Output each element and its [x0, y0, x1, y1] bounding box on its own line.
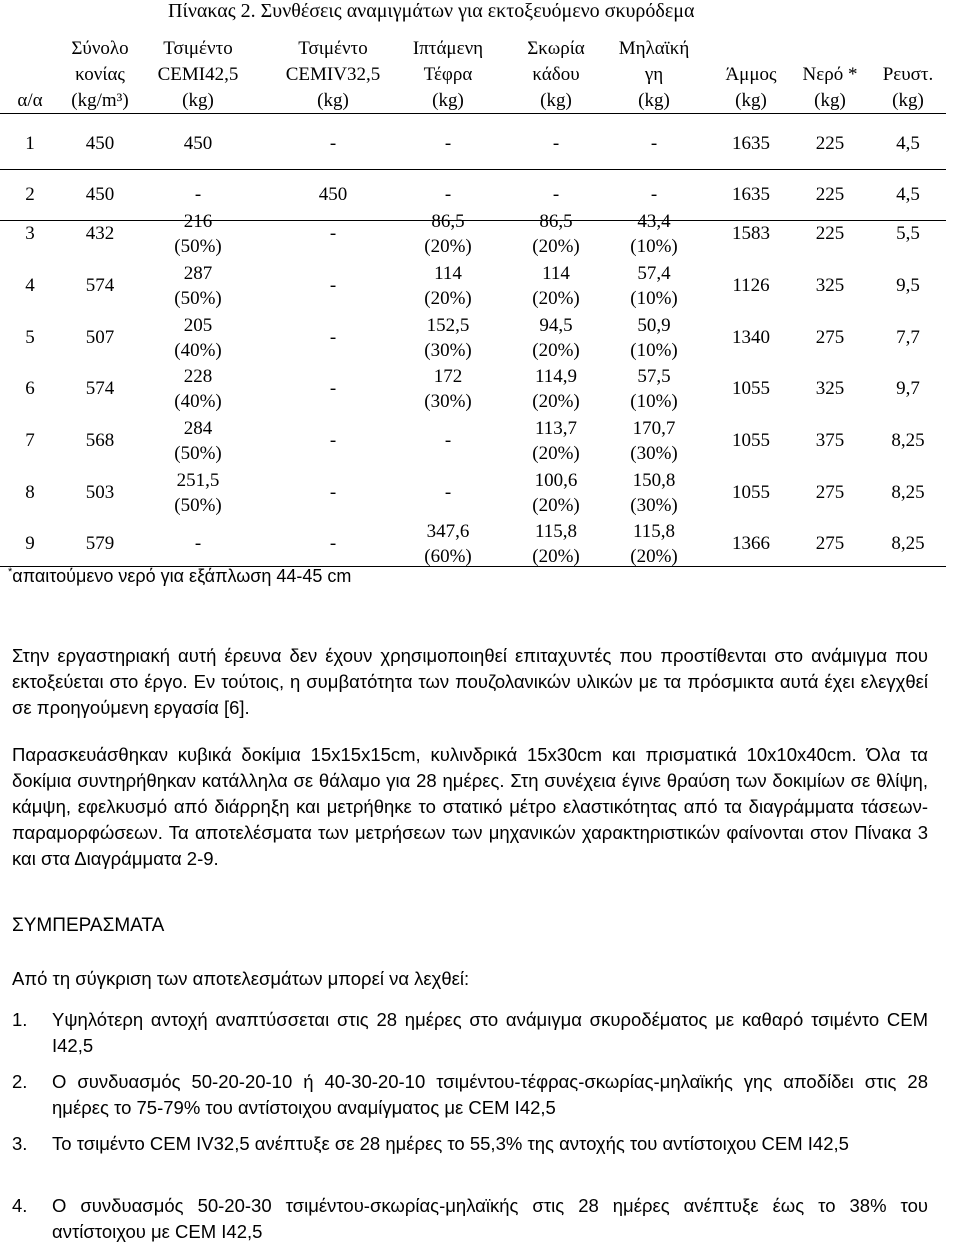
- cell-value: 57,5: [637, 366, 671, 387]
- cell-value: 150,8: [632, 470, 676, 491]
- table-cell: [138, 313, 258, 363]
- cell-value: 115,8: [534, 521, 578, 542]
- cell-percent: (50%): [174, 443, 222, 464]
- cell-percent: (30%): [424, 391, 472, 412]
- table-cell: -: [329, 223, 337, 244]
- table-cell: 1055: [732, 430, 770, 451]
- column-header-line: κονίας: [75, 64, 125, 85]
- cell-value: 114: [542, 263, 570, 284]
- conclusion-item: [12, 1069, 928, 1121]
- table-cell: 8,25: [891, 430, 925, 451]
- column-header-line: (kg): [638, 90, 670, 111]
- cell-percent: (10%): [630, 236, 678, 257]
- cell-value: 287: [183, 263, 213, 284]
- cell-value: 347,6: [426, 521, 470, 542]
- table-cell: 450: [318, 184, 348, 205]
- table-cell: [138, 416, 258, 466]
- cell-percent: (50%): [174, 288, 222, 309]
- cell-percent: (20%): [532, 443, 580, 464]
- table-cell: 507: [85, 327, 115, 348]
- column-header-line: CEMI42,5: [157, 64, 239, 85]
- paragraph-2: Παρασκευάσθηκαν κυβικά δοκίμια 15x15x15cm, κυλινδρικά 15x30cm και πρισματικά 10x10x40cm. Όλα τα δοκίμια συντηρήθηκαν κατάλληλα σε θάλαμο για 28 ημέρες. Στη συνέχεια έγινε θραύση των δοκιμίων σε θλίψη, κάμψη, εφελκυσμό από διάρρηξη και μετρήθηκε το στατικό μέτρο ελαστικότητας από τα διαγράμματα τάσεων-παραμορφώσεων. Τα αποτελέσματα των μετρήσεων των μηχανικών χαρακτηριστικών φαίνονται στον Πίνακα 3 και στα Διαγράμματα 2-9.: [12, 744, 928, 869]
- row-rule: [0, 169, 946, 170]
- table-cell: 4,5: [896, 184, 920, 205]
- table-cell: 225: [815, 133, 845, 154]
- table-cell: -: [329, 430, 337, 451]
- table-cell: 6: [25, 378, 35, 399]
- cell-percent: (40%): [174, 391, 222, 412]
- table-cell: -: [444, 184, 452, 205]
- conclusions-intro: Από τη σύγκριση των αποτελεσμάτων μπορεί να λεχθεί:: [12, 968, 470, 989]
- table-cell: 574: [85, 275, 115, 296]
- table-cell: 1: [25, 133, 35, 154]
- table-cell: 225: [815, 223, 845, 244]
- table-cell: -: [194, 533, 202, 554]
- cell-value: 172: [433, 366, 463, 387]
- table-cell: [388, 364, 508, 414]
- column-header-line: Τέφρα: [423, 64, 473, 85]
- table-cell: -: [194, 184, 202, 205]
- table-cell: 1055: [732, 378, 770, 399]
- table-cell: 1340: [732, 327, 770, 348]
- table-cell: [388, 261, 508, 311]
- column-header-line: (kg): [892, 90, 924, 111]
- table-cell: [388, 519, 508, 569]
- table-cell: 432: [85, 223, 115, 244]
- cell-percent: (20%): [424, 236, 472, 257]
- table-cell: -: [329, 275, 337, 296]
- table-cell: -: [444, 133, 452, 154]
- cell-value: 205: [183, 315, 213, 336]
- conclusion-text: Το τσιμέντο CEM IV32,5 ανέπτυξε σε 28 ημέρες το 55,3% της αντοχής του αντίστοιχου CEM I42,5: [52, 1133, 849, 1154]
- cell-value: 94,5: [539, 315, 573, 336]
- column-header-line: (kg/m³): [71, 90, 129, 111]
- header-rule: [0, 113, 946, 114]
- table-cell: 1366: [732, 533, 770, 554]
- cell-percent: (20%): [532, 495, 580, 516]
- column-header-line: Τσιμέντο: [163, 38, 233, 59]
- conclusion-item: [12, 1131, 928, 1157]
- table-cell: 9,7: [896, 378, 920, 399]
- cell-value: 100,6: [534, 470, 578, 491]
- cell-percent: (30%): [630, 443, 678, 464]
- table-cell: 7,7: [896, 327, 920, 348]
- conclusion-number: 4.: [12, 1195, 28, 1216]
- table-cell: 1126: [732, 275, 770, 296]
- conclusion-text: Ο συνδυασμός 50-20-20-10 ή 40-30-20-10 τσιμέντου-τέφρας-σκωρίας-μηλαϊκής γης αποδίδει στις 28 ημέρες το 75-79% του αντίστοιχου αναμίγματος με CEM I42,5: [52, 1071, 928, 1118]
- table-cell: 1583: [732, 223, 770, 244]
- table-cell: 9,5: [896, 275, 920, 296]
- cell-value: 50,9: [637, 315, 671, 336]
- cell-percent: (20%): [532, 288, 580, 309]
- table-cell: 5: [25, 327, 35, 348]
- table-cell: 2: [25, 184, 35, 205]
- cell-percent: (20%): [424, 288, 472, 309]
- cell-value: 43,4: [637, 211, 671, 232]
- column-header-line: (kg): [182, 90, 214, 111]
- cell-percent: (10%): [630, 340, 678, 361]
- cell-percent: (20%): [630, 546, 678, 567]
- cell-value: 57,4: [637, 263, 671, 284]
- column-header-line: [838, 36, 960, 62]
- table-cell: 574: [85, 378, 115, 399]
- table-cell: [138, 468, 258, 518]
- column-header-line: (kg): [814, 90, 846, 111]
- column-header-line: (kg): [540, 90, 572, 111]
- table-cell: 503: [85, 482, 115, 503]
- table-cell: 450: [85, 133, 115, 154]
- table-cell: [388, 313, 508, 363]
- table-cell: -: [444, 430, 452, 451]
- table-cell: 450: [183, 133, 213, 154]
- cell-value: 216: [183, 211, 213, 232]
- conclusion-item: [12, 1007, 928, 1059]
- cell-percent: (20%): [532, 391, 580, 412]
- cell-percent: (60%): [424, 546, 472, 567]
- cell-percent: (30%): [424, 340, 472, 361]
- table-cell: -: [329, 482, 337, 503]
- cell-percent: (20%): [532, 546, 580, 567]
- table-caption: Πίνακας 2. Συνθέσεις αναμιγμάτων για εκτοξευόμενο σκυρόδεμα: [168, 0, 695, 22]
- table-cell: -: [552, 184, 560, 205]
- conclusion-number: 1.: [12, 1009, 28, 1030]
- column-header-line: Σκωρία: [527, 38, 585, 59]
- column-header-line: CEMIV32,5: [285, 64, 381, 85]
- column-header-line: (kg): [735, 90, 767, 111]
- column-header-3: [128, 36, 268, 114]
- table-cell: -: [650, 133, 658, 154]
- table-cell: 3: [25, 223, 35, 244]
- table-cell: 4: [25, 275, 35, 296]
- table-cell: 7: [25, 430, 35, 451]
- column-header-line: Ρευστ.: [882, 64, 934, 85]
- cell-value: 113,7: [534, 418, 578, 439]
- cell-percent: (20%): [532, 236, 580, 257]
- table-cell: -: [552, 133, 560, 154]
- table-cell: 325: [815, 275, 845, 296]
- table-cell: 4,5: [896, 133, 920, 154]
- column-header-line: Ιπτάμενη: [412, 38, 484, 59]
- cell-value: 228: [183, 366, 213, 387]
- cell-percent: (50%): [174, 495, 222, 516]
- cell-value: 86,5: [539, 211, 573, 232]
- column-header-line: (kg): [317, 90, 349, 111]
- table-cell: 225: [815, 184, 845, 205]
- table-cell: 8,25: [891, 533, 925, 554]
- table-cell: 5,5: [896, 223, 920, 244]
- table-cell: 9: [25, 533, 35, 554]
- column-header-line: Μηλαϊκή: [618, 38, 690, 59]
- cell-percent: (20%): [532, 340, 580, 361]
- cell-percent: (10%): [630, 391, 678, 412]
- column-header-line: γη: [644, 64, 664, 85]
- column-header-line: (kg): [432, 90, 464, 111]
- cell-value: 115,8: [632, 521, 676, 542]
- table-cell: -: [329, 378, 337, 399]
- conclusion-number: 2.: [12, 1071, 28, 1092]
- paragraph-1: Στην εργαστηριακή αυτή έρευνα δεν έχουν χρησιμοποιηθεί επιταχυντές που προστίθενται στο ανάμιγμα που εκτοξεύεται στο έργο. Εν τούτοις, η συμβατότητα των πουζολανικών υλικών με τα πρόσμικτα αυτά έχει ελεγχθεί σε προηγούμενη εργασία [6].: [12, 645, 928, 718]
- table-cell: 325: [815, 378, 845, 399]
- cell-value: 86,5: [431, 211, 465, 232]
- table-cell: 275: [815, 327, 845, 348]
- table-cell: 1635: [732, 133, 770, 154]
- table-cell: -: [329, 133, 337, 154]
- conclusion-item: [12, 1193, 928, 1245]
- column-header-line: Τσιμέντο: [298, 38, 368, 59]
- column-header-line: κάδου: [532, 64, 580, 85]
- table-cell: -: [329, 327, 337, 348]
- cell-value: 170,7: [632, 418, 676, 439]
- table-cell: 375: [815, 430, 845, 451]
- table-cell: 275: [815, 482, 845, 503]
- column-header-line: Νερό *: [802, 64, 858, 85]
- table-cell: [138, 261, 258, 311]
- table-cell: [388, 209, 508, 259]
- table-footnote: *απαιτούμενο νερό για εξάπλωση 44-45 cm: [8, 566, 352, 586]
- table-cell: 1055: [732, 482, 770, 503]
- table-cell: 275: [815, 533, 845, 554]
- conclusions-heading: ΣΥΜΠΕΡΑΣΜΑΤΑ: [12, 915, 165, 936]
- table-cell: [138, 209, 258, 259]
- column-header-line: Σύνολο: [71, 38, 129, 59]
- cell-percent: (40%): [174, 340, 222, 361]
- table-cell: 8,25: [891, 482, 925, 503]
- table-cell: 8: [25, 482, 35, 503]
- conclusion-text: Υψηλότερη αντοχή αναπτύσσεται στις 28 ημέρες στο ανάμιγμα σκυροδέματος με καθαρό τσιμέντο CEM I42,5: [52, 1009, 928, 1056]
- column-header-line: α/α: [17, 90, 43, 111]
- cell-percent: (30%): [630, 495, 678, 516]
- table-cell: [138, 364, 258, 414]
- table-cell: 450: [85, 184, 115, 205]
- conclusion-number: 3.: [12, 1133, 28, 1154]
- cell-value: 114: [434, 263, 462, 284]
- cell-value: 152,5: [426, 315, 470, 336]
- column-header-line: Άμμος: [725, 64, 777, 85]
- cell-value: 114,9: [534, 366, 578, 387]
- table-cell: 579: [85, 533, 115, 554]
- table-cell: -: [329, 533, 337, 554]
- column-header-10: [838, 36, 960, 114]
- cell-value: 251,5: [176, 470, 220, 491]
- table-cell: -: [650, 184, 658, 205]
- table-cell: 1635: [732, 184, 770, 205]
- table-cell: 568: [85, 430, 115, 451]
- conclusion-text: Ο συνδυασμός 50-20-30 τσιμέντου-σκωρίας-μηλαϊκής στις 28 ημέρες ανέπτυξε έως το 38% του αντίστοιχου με CEM I42,5: [52, 1195, 928, 1242]
- cell-percent: (10%): [630, 288, 678, 309]
- cell-percent: (50%): [174, 236, 222, 257]
- table-cell: -: [444, 482, 452, 503]
- cell-value: 284: [183, 418, 213, 439]
